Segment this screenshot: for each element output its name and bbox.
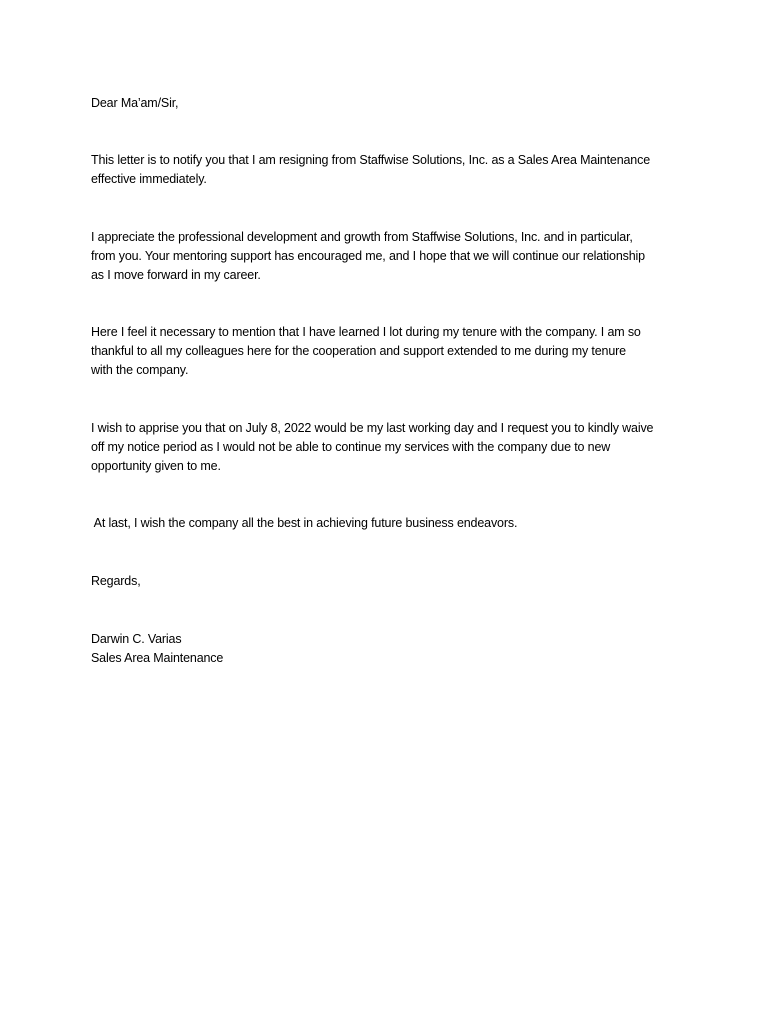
- paragraph-3-line-1: Here I feel it necessary to mention that I have learned I lot during my tenure with the company. I am so: [91, 325, 641, 339]
- signer-name: Darwin C. Varias: [91, 632, 182, 646]
- paragraph-5: At last, I wish the company all the best in achieving future business endeavors.: [91, 516, 518, 530]
- paragraph-2-line-2: from you. Your mentoring support has encouraged me, and I hope that we will continue our relationship: [91, 249, 645, 263]
- paragraph-2-line-3: as I move forward in my career.: [91, 268, 261, 282]
- paragraph-4-line-2: off my notice period as I would not be able to continue my services with the company due to new: [91, 440, 611, 454]
- paragraph-1-line-2: effective immediately.: [91, 172, 207, 186]
- salutation: Dear Ma’am/Sir,: [91, 96, 179, 110]
- paragraph-3-line-2: thankful to all my colleagues here for the cooperation and support extended to me during my tenure: [91, 344, 626, 358]
- closing: Regards,: [91, 574, 141, 588]
- paragraph-2-line-1: I appreciate the professional development and growth from Staffwise Solutions, Inc. and in particular,: [91, 230, 633, 244]
- paragraph-3-line-3: with the company.: [91, 363, 189, 377]
- signer-title: Sales Area Maintenance: [91, 651, 224, 665]
- paragraph-4-line-3: opportunity given to me.: [91, 459, 221, 473]
- paragraph-4-line-1: I wish to apprise you that on July 8, 2022 would be my last working day and I request you to kindly waive: [91, 421, 654, 435]
- paragraph-1-line-1: This letter is to notify you that I am resigning from Staffwise Solutions, Inc. as a Sales Area Maintenance: [91, 153, 651, 167]
